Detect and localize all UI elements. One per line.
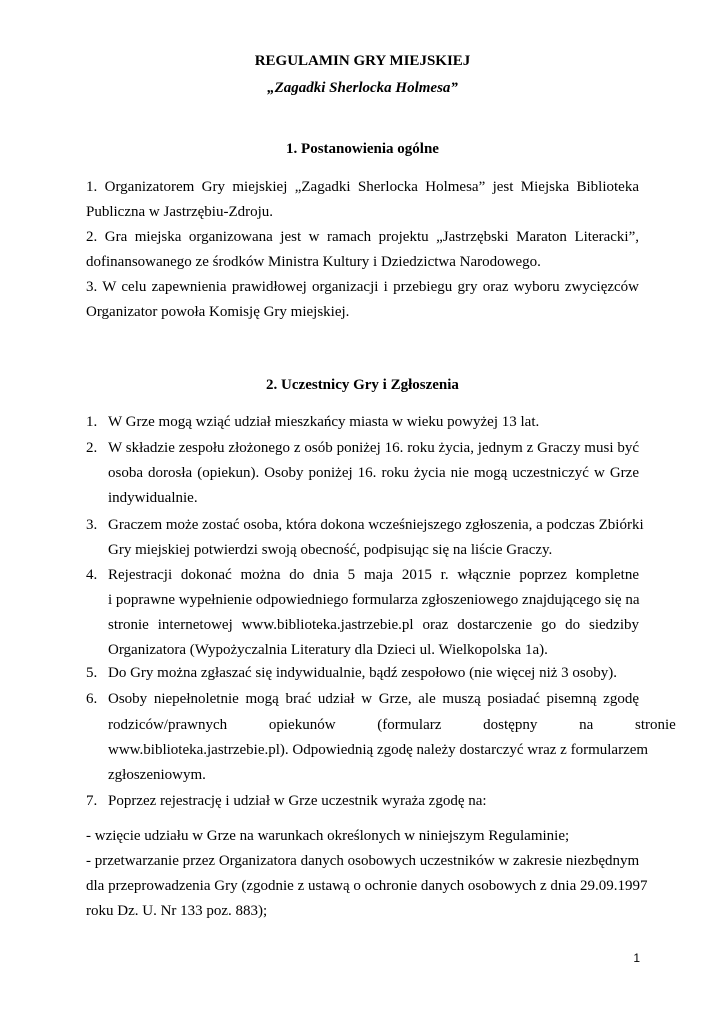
list-item-text: Poprzez rejestrację i udział w Grze uczestnik wyraża zgodę na: [108, 793, 487, 809]
list-item-number: 6. [86, 691, 98, 707]
list-item-text: rodziców/prawnych opiekunów (formularz dostępny na stronie [108, 717, 676, 733]
list-item-text: Gry miejskiej potwierdzi swoją obecność, podpisując się na liście Graczy. [108, 542, 553, 558]
list-item-text: Do Gry można zgłaszać się indywidualnie, bądź zespołowo (nie więcej niż 3 osoby). [108, 665, 618, 681]
list-item-text: osoba dorosła (opiekun). Osoby poniżej 16. roku życia nie mogą uczestniczyć w Grze [108, 465, 639, 481]
list-item-text: i poprawne wypełnienie odpowiedniego formularza zgłoszeniowego znajdującego się na [108, 592, 640, 608]
list-item-text: indywidualnie. [108, 490, 198, 506]
consent-line: - wzięcie udziału w Grze na warunkach określonych w niniejszym Regulaminie; [86, 828, 570, 844]
list-item-text: Organizatora (Wypożyczalnia Literatury dla Dzieci ul. Wielkopolska 1a). [108, 642, 548, 658]
paragraph-line: 1. Organizatorem Gry miejskiej „Zagadki Sherlocka Holmesa” jest Miejska Biblioteka [86, 179, 639, 195]
paragraph-line: Publiczna w Jastrzębiu-Zdroju. [86, 204, 274, 220]
section-2-heading: 2. Uczestnicy Gry i Zgłoszenia [266, 377, 459, 393]
consent-line: - przetwarzanie przez Organizatora danych osobowych uczestników w zakresie niezbędnym [86, 853, 640, 869]
list-item-number: 7. [86, 793, 98, 809]
paragraph-line: Organizator powoła Komisję Gry miejskiej. [86, 304, 350, 320]
list-item-text: Rejestracji dokonać można do dnia 5 maja 2015 r. włącznie poprzez kompletne [108, 567, 639, 583]
paragraph-line: 3. W celu zapewnienia prawidłowej organizacji i przebiegu gry oraz wyboru zwycięzców [86, 279, 639, 295]
list-item-number: 1. [86, 414, 98, 430]
consent-line: dla przeprowadzenia Gry (zgodnie z ustawą o ochronie danych osobowych z dnia 29.09.1997 [86, 878, 648, 894]
list-item-text: www.biblioteka.jastrzebie.pl). Odpowiednią zgodę należy dostarczyć wraz z formularzem [108, 742, 649, 758]
list-item-text: W Grze mogą wziąć udział mieszkańcy miasta w wieku powyżej 13 lat. [108, 414, 540, 430]
document-subtitle: „Zagadki Sherlocka Holmesa” [267, 80, 458, 96]
list-item-number: 4. [86, 567, 98, 583]
document-title: REGULAMIN GRY MIEJSKIEJ [254, 53, 471, 69]
paragraph-line: 2. Gra miejska organizowana jest w ramach projektu „Jastrzębski Maraton Literacki”, [86, 229, 639, 245]
list-item-text: Graczem może zostać osoba, która dokona wcześniejszego zgłoszenia, a podczas Zbiórki [108, 517, 644, 533]
list-item-number: 2. [86, 440, 98, 456]
list-item-text-spread [108, 716, 676, 734]
list-item-number: 5. [86, 665, 98, 681]
list-item-number: 3. [86, 517, 98, 533]
list-item-text: W składzie zespołu złożonego z osób poniżej 16. roku życia, jednym z Graczy musi być [108, 440, 639, 456]
list-item-text: stronie internetowej www.biblioteka.jastrzebie.pl oraz dostarczenie go do siedziby [108, 617, 639, 633]
list-item-text: zgłoszeniowym. [108, 767, 206, 783]
consent-line: roku Dz. U. Nr 133 poz. 883); [86, 903, 268, 919]
section-1-heading: 1. Postanowienia ogólne [286, 141, 439, 157]
paragraph-line: dofinansowanego ze środków Ministra Kultury i Dziedzictwa Narodowego. [86, 254, 541, 270]
list-item-text: Osoby niepełnoletnie mogą brać udział w Grze, ale muszą posiadać pisemną zgodę [108, 691, 639, 707]
page-number: 1 [633, 951, 640, 965]
